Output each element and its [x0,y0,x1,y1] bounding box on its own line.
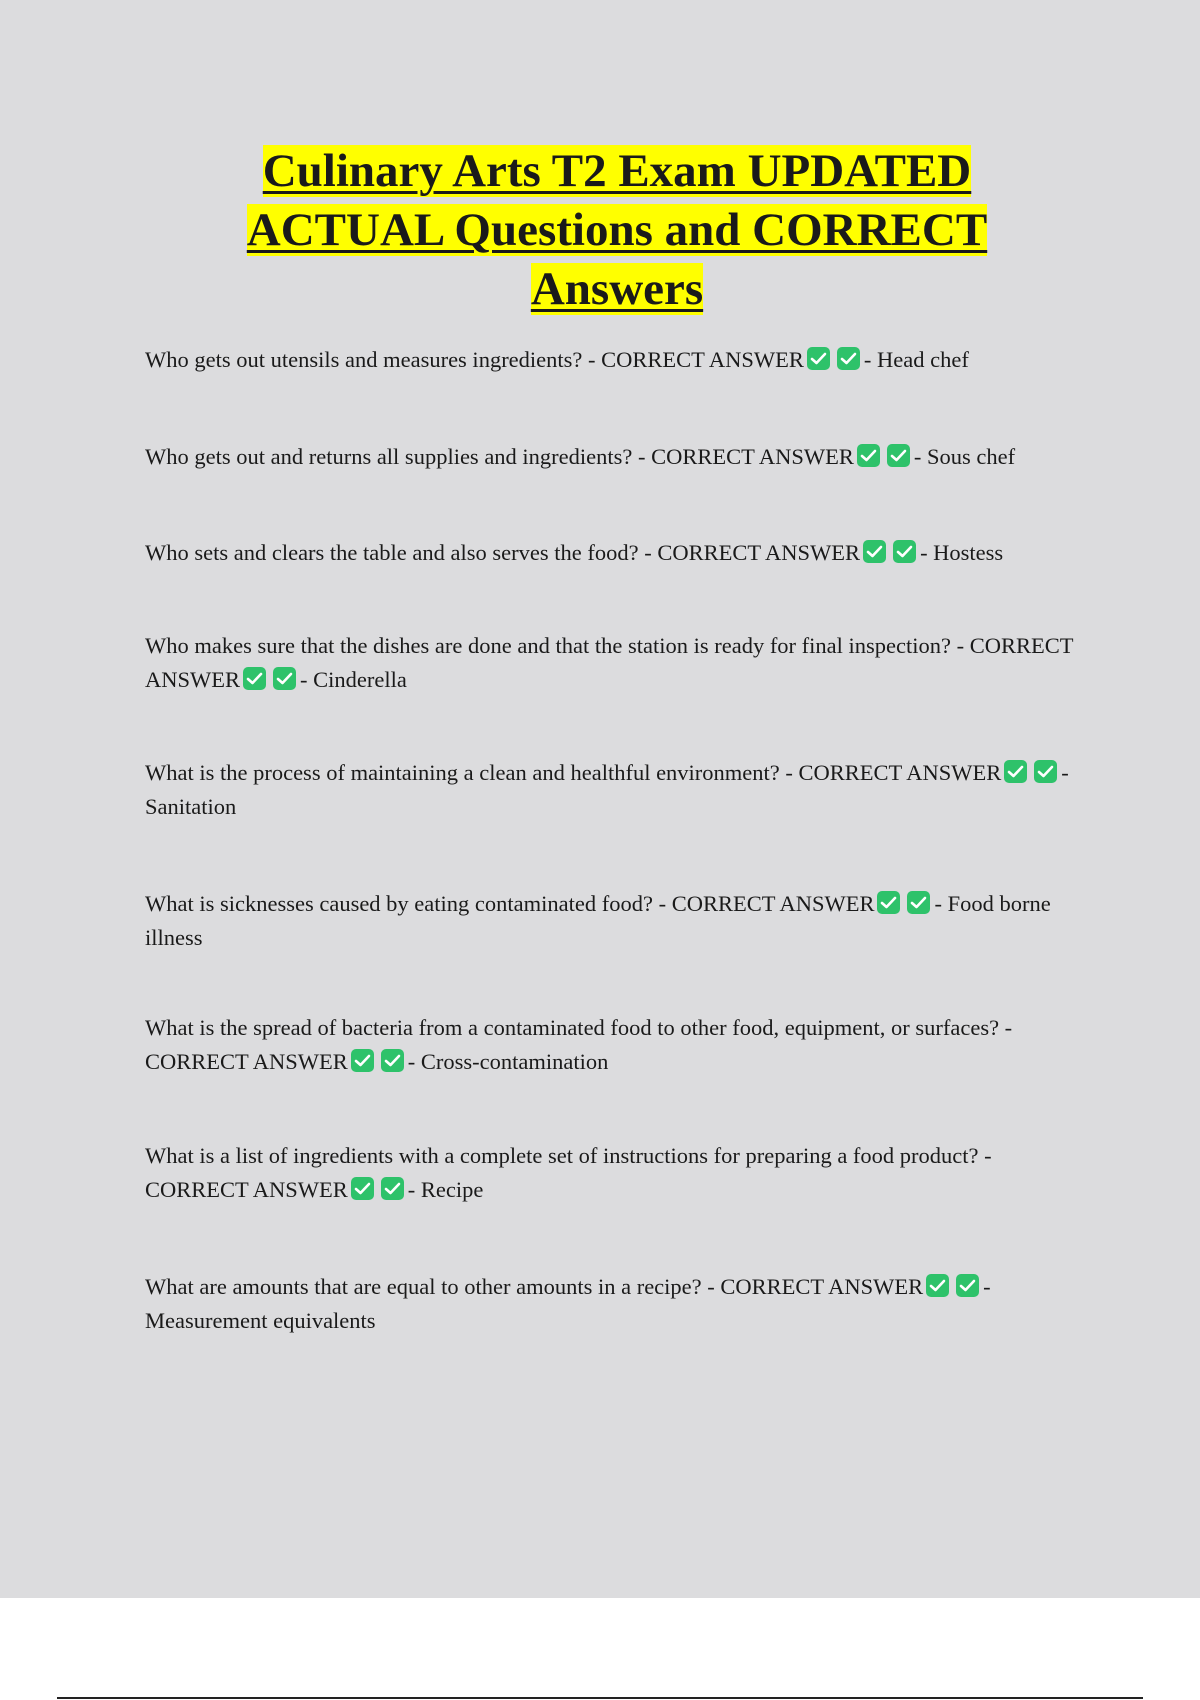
answer-text: - Recipe [407,1177,484,1202]
check-mark-icon [381,1177,404,1200]
check-mark-icon [1004,760,1027,783]
check-mark-icon [857,444,880,467]
qa-item [145,536,1095,570]
question-text: Who gets out utensils and measures ingredients? - CORRECT ANSWER [145,347,804,372]
answer-text: - Hostess [920,540,1004,565]
check-mark-icon [807,347,830,370]
check-mark-icon [837,347,860,370]
qa-item [145,440,1095,474]
answer-text: - Head chef [863,347,969,372]
check-mark-icon [351,1049,374,1072]
qa-item [145,343,1095,377]
check-mark-icon [907,891,930,914]
check-mark-icon [243,667,266,690]
check-mark-icon [1034,760,1057,783]
check-mark-icon [926,1274,949,1297]
question-text: What are amounts that are equal to other amounts in a recipe? - CORRECT ANSWER [145,1274,924,1299]
document-title-text: Culinary Arts T2 Exam UPDATED ACTUAL Questions and CORRECT Answers [246,145,988,315]
answer-text: - Cross-contamination [407,1049,609,1074]
qa-item [145,1011,1095,1079]
qa-item [145,1139,1095,1207]
check-mark-icon [273,667,296,690]
question-text: What is the spread of bacteria from a contaminated food to other food, equipment, or surfaces? - CORRECT ANSWER [145,1015,1013,1074]
check-mark-icon [381,1049,404,1072]
check-mark-icon [893,540,916,563]
answer-text: - Sanitation [145,760,1069,819]
document-title [200,142,1034,319]
qa-item [145,1270,1095,1338]
check-mark-icon [877,891,900,914]
question-text: What is a list of ingredients with a complete set of instructions for preparing a food product? - CORRECT ANSWER [145,1143,992,1202]
answer-text: - Cinderella [300,667,407,692]
qa-item [145,887,1095,955]
question-text: Who makes sure that the dishes are done and that the station is ready for final inspection? - CORRECT ANSWER [145,633,1074,692]
answer-text: - Sous chef [913,444,1016,469]
qa-item [145,629,1095,697]
answer-text: - Food borne illness [145,891,1051,950]
check-mark-icon [887,444,910,467]
footer-divider [57,1697,1143,1699]
qa-item [145,756,1095,824]
answer-text: - Measurement equivalents [145,1274,991,1333]
check-mark-icon [863,540,886,563]
check-mark-icon [956,1274,979,1297]
question-text: Who sets and clears the table and also serves the food? - CORRECT ANSWER [145,540,861,565]
check-mark-icon [351,1177,374,1200]
question-text: What is the process of maintaining a clean and healthful environment? - CORRECT ANSWER [145,760,1002,785]
question-text: Who gets out and returns all supplies and ingredients? - CORRECT ANSWER [145,444,854,469]
question-text: What is sicknesses caused by eating contaminated food? - CORRECT ANSWER [145,891,875,916]
